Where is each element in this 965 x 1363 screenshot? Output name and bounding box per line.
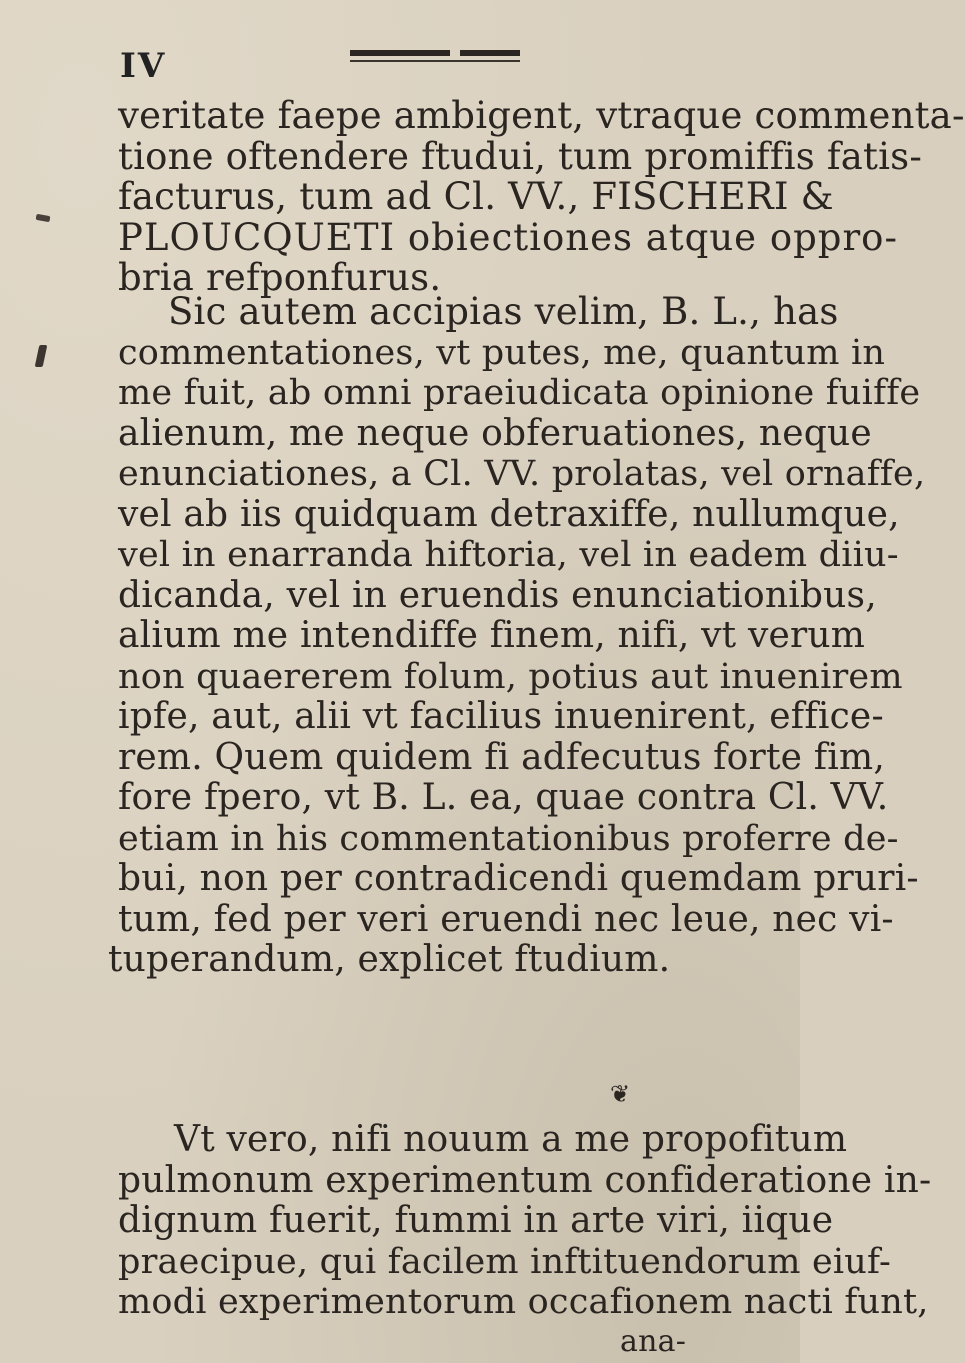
catchword-block xyxy=(620,1326,740,1358)
text-line: non quaererem folum, potius aut inuenirem xyxy=(118,656,903,697)
header-rule xyxy=(350,50,520,64)
text-line: alienum, me neque obferuationes, neque xyxy=(118,412,872,454)
margin-ink-mark xyxy=(35,345,48,367)
header-rule-bar xyxy=(350,50,450,56)
text-line: Sic autem accipias velim, B. L., has xyxy=(168,290,839,333)
text-line: pulmonum experimentum confideratione in- xyxy=(118,1159,932,1201)
margin-ink-mark xyxy=(36,214,51,222)
text-line: fore fpero, vt B. L. ea, quae contra Cl. VV. xyxy=(118,777,889,818)
printer-ornament: ❦ xyxy=(610,1080,631,1108)
text-line: enunciationes, a Cl. VV. prolatas, vel ornaffe, xyxy=(118,454,926,494)
text-line: dignum fuerit, fummi in arte viri, iique xyxy=(118,1200,834,1241)
paragraph-2 xyxy=(108,290,926,981)
text-line: praecipue, qui facilem inftituendorum eiuf- xyxy=(118,1241,891,1282)
text-line: Vt vero, nifi nouum a me propofitum xyxy=(174,1119,848,1160)
text-line: bui, non per contradicendi quemdam pruri- xyxy=(118,858,919,899)
text-line: facturus, tum ad Cl. VV., FISCHERI & xyxy=(118,175,834,218)
text-line: me fuit, ab omni praeiudicata opinione fuiffe xyxy=(118,373,921,413)
text-line: PLOUCQUETI obiectiones atque oppro- xyxy=(118,215,898,259)
text-line: commentationes, vt putes, me, quantum in xyxy=(118,332,886,373)
text-line: bria refponfurus. xyxy=(118,256,442,299)
text-line: modi experimentorum occafionem nacti funt, xyxy=(118,1282,929,1322)
text-line: tione oftendere ftudui, tum promiffis fatis- xyxy=(118,134,923,178)
page-header xyxy=(112,40,532,86)
text-line: alium me intendiffe finem, nifi, vt verum xyxy=(118,615,866,656)
page-number: IV xyxy=(120,46,167,86)
paragraph-1 xyxy=(118,94,965,299)
text-line: tuperandum, explicet ftudium. xyxy=(108,939,671,980)
header-rule-line xyxy=(350,60,520,62)
text-line: etiam in his commentationibus proferre de- xyxy=(118,818,899,859)
text-line: ipfe, aut, alii vt facilius inuenirent, effice- xyxy=(118,696,884,737)
catchword: ana- xyxy=(620,1324,687,1359)
text-line: veritate faepe ambigent, vtraque commenta- xyxy=(118,94,965,137)
text-line: vel in enarranda hiftoria, vel in eadem diiu- xyxy=(118,535,899,575)
paragraph-3 xyxy=(118,1119,932,1323)
header-rule-bar xyxy=(460,50,520,56)
text-line: tum, fed per veri eruendi nec leue, nec vi- xyxy=(118,898,894,940)
text-line: dicanda, vel in eruendis enunciationibus, xyxy=(118,574,877,616)
text-line: vel ab iis quidquam detraxiffe, nullumque, xyxy=(118,493,900,535)
text-line: rem. Quem quidem fi adfecutus forte fim, xyxy=(118,736,885,778)
